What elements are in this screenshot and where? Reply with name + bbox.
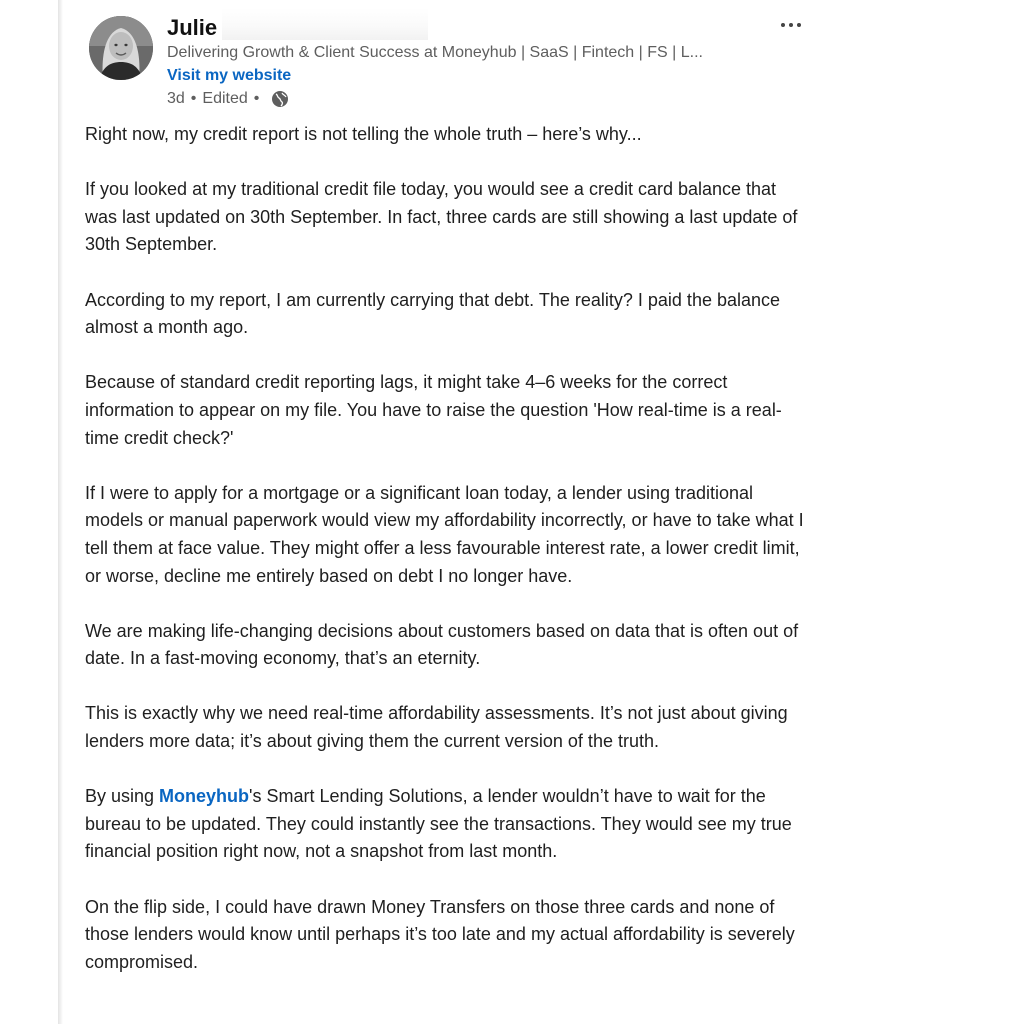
post-paragraph: Because of standard credit reporting lags, it might take 4–6 weeks for the correct information to appear on my file. You have to raise the question 'How real-time is a real-time credit check?': [85, 372, 782, 448]
visit-website-link[interactable]: Visit my website: [167, 67, 292, 84]
post-timestamp: 3d: [167, 90, 185, 107]
author-headline: Delivering Growth & Client Success at Moneyhub | SaaS | Fintech | FS | L...: [167, 44, 703, 61]
meta-separator: •: [190, 90, 197, 107]
mention-trail-text: 's Smart Lending Solutions, a lender wouldn’t have to wait for the bureau to be updated. They could instantly see the transactions. They would see my true financial position right now, not a snapshot from last month.: [85, 786, 792, 862]
more-options-dot-icon: [797, 23, 801, 27]
mention-lead-text: By using: [85, 786, 160, 807]
post-paragraph: According to my report, I am currently carrying that debt. The reality? I paid the balance almost a month ago.: [85, 289, 781, 338]
meta-separator: •: [253, 90, 260, 107]
edited-label: Edited: [202, 90, 248, 107]
post-paragraph: Right now, my credit report is not telling the whole truth – here’s why...: [85, 124, 642, 144]
post-paragraph: If I were to apply for a mortgage or a significant loan today, a lender using traditional models or manual paperwork would view my affordability incorrectly, or have to take what I tell them at face value. They might offer a less favourable interest rate, a lower credit limit, or worse, decline me entirely based on debt I no longer have.: [85, 482, 804, 586]
more-options-button[interactable]: [774, 12, 808, 38]
author-avatar[interactable]: [89, 16, 153, 80]
post-paragraph: This is exactly why we need real-time affordability assessments. It’s not just about giving lenders more data; it’s about giving them the current version of the truth.: [85, 703, 788, 752]
post-paragraph-with-mention: [85, 783, 810, 866]
name-redaction: [222, 8, 428, 40]
more-options-dot-icon: [781, 23, 785, 27]
post-meta: [167, 89, 289, 109]
globe-icon: [271, 90, 289, 108]
moneyhub-mention-link[interactable]: Moneyhub: [159, 786, 250, 807]
post-paragraph: On the flip side, I could have drawn Money Transfers on those three cards and none of those lenders would know until perhaps it’s too late and my actual affordability is severely compromised.: [85, 896, 795, 972]
author-name[interactable]: Julie: [167, 15, 218, 40]
post-body: [85, 121, 810, 1004]
author-photo: [89, 16, 153, 80]
more-options-dot-icon: [789, 23, 793, 27]
post-paragraph: We are making life-changing decisions about customers based on data that is often out of date. In a fast-moving economy, that’s an eternity.: [85, 620, 799, 669]
post-paragraph: If you looked at my traditional credit file today, you would see a credit card balance that was last updated on 30th September. In fact, three cards are still showing a last update of 30th September.: [85, 179, 798, 255]
